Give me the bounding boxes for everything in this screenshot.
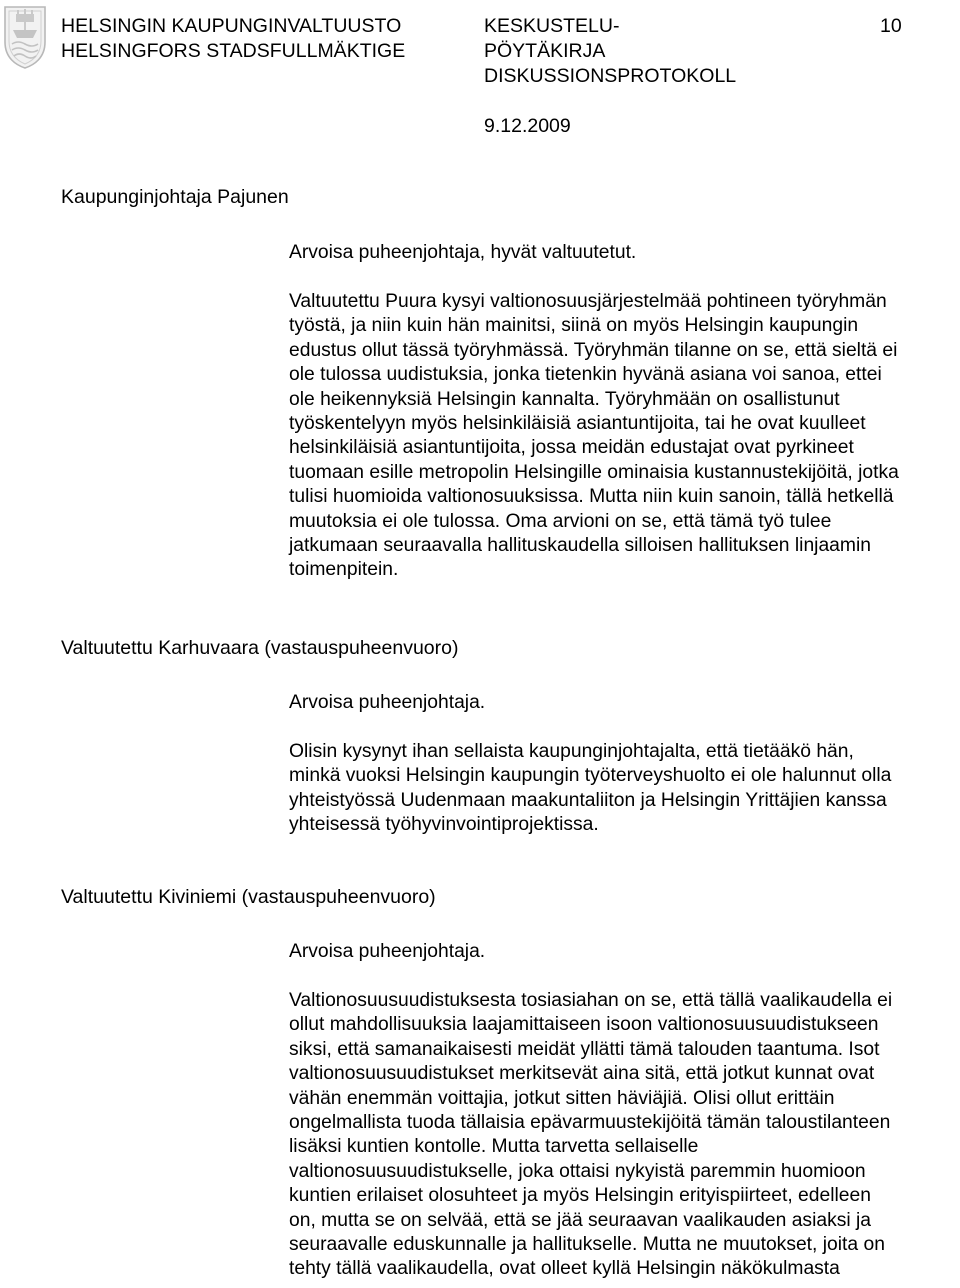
text-line: Valtionosuusuudistuksesta tosiasiahan on se, että tällä vaalikaudella ei — [289, 990, 893, 1011]
text-line: minkä vuoksi Helsingin kaupungin työterveyshuolto ei ole halunnut olla — [289, 765, 892, 787]
text-line: kuntien erilaiset olosuhteet ja myös Helsingin erityispiirteet, edelleen — [289, 1185, 871, 1207]
speaker-name: Valtuutettu Kiviniemi (vastauspuheenvuoro) — [61, 886, 436, 908]
document-type-line-2: PÖYTÄKIRJA — [484, 40, 606, 62]
text-line: seuraavalle eduskunnalle ja hallitukselle. Mutta ne muutokset, joita on — [289, 1234, 885, 1256]
speech-greeting: Arvoisa puheenjohtaja, hyvät valtuutetut. — [289, 242, 637, 263]
organization-name — [61, 14, 405, 64]
text-line: valtionosuusuudistukset merkitsevät aina sitä, että jotkut kunnat ovat — [289, 1063, 875, 1085]
page-number: 10 — [880, 15, 902, 37]
text-line: ollut mahdollisuuksia laajamittaiseen isoon valtionosuusuudistukseen — [289, 1014, 879, 1036]
speech-greeting: Arvoisa puheenjohtaja. — [289, 941, 486, 962]
document-type-line-3: DISKUSSIONSPROTOKOLL — [484, 65, 737, 87]
speech-body — [289, 989, 960, 1282]
speaker-name: Valtuutettu Karhuvaara (vastauspuheenvuoro) — [61, 637, 459, 659]
text-line: ole tulossa uudistuksia, jonka tietenkin hyvänä asiana voi sanoa, ettei — [289, 364, 882, 386]
text-line: työstä, ja niin kuin hän mainitsi, siinä on myös Helsingin kaupungin — [289, 315, 859, 337]
text-line: edustus ollut tässä työryhmässä. Työryhmän tilanne on se, että sieltä ei — [289, 339, 898, 361]
document-type — [484, 14, 736, 89]
document-type-line-1: KESKUSTELU- — [484, 15, 620, 37]
speech-body — [289, 740, 960, 838]
text-line: lisäksi kuntien kontolle. Mutta tarvetta sellaiselle — [289, 1136, 699, 1158]
text-line: ole heikennyksiä Helsingin kannalta. Työryhmään on osallistunut — [289, 388, 840, 410]
text-line: siksi, että samanaikaisesti meidät yllätti tämä talouden taantuma. Isot — [289, 1038, 880, 1060]
helsinki-crest-icon — [2, 4, 48, 70]
text-line: Valtuutettu Puura kysyi valtionosuusjärjestelmää pohtineen työryhmän — [289, 291, 887, 312]
text-line: tulisi huomioida valtionosuuksissa. Mutta niin kuin sanoin, tällä hetkellä — [289, 486, 894, 508]
text-line: yhteisessä työhyvinvointiprojektissa. — [289, 814, 599, 836]
speaker-name: Kaupunginjohtaja Pajunen — [61, 186, 289, 208]
text-line: Olisin kysynyt ihan sellaista kaupunginjohtajalta, että tietääkö hän, — [289, 741, 854, 762]
text-line: yhteistyössä Uudenmaan maakuntaliiton ja Helsingin Yrittäjien kanssa — [289, 789, 887, 811]
text-line: tehty tällä vaalikaudella, ovat olleet kyllä Helsingin näkökulmasta — [289, 1258, 840, 1280]
text-line: tuomaan esille metropolin Helsingille ominaisia kustannustekijöitä, jotka — [289, 461, 899, 483]
text-line: muutoksia ei ole tulossa. Oma arvioni on se, että tämä työ tulee — [289, 510, 832, 532]
speech-body — [289, 290, 960, 583]
text-line: jatkumaan seuraavalla hallituskaudella silloisen hallituksen linjaamin — [289, 535, 871, 557]
text-line: vähän enemmän voittajia, jotkut sitten häviäjiä. Olisi ollut erittäin — [289, 1087, 835, 1109]
text-line: ongelmallista tuoda tällaisia epävarmuustekijöitä tämän taloustilanteen — [289, 1112, 891, 1134]
text-line: on, mutta se on selvää, että se jää seuraavan vaalikauden asiaksi ja — [289, 1209, 872, 1231]
text-line: työskentelyyn myös helsinkiläisiä asiantuntijoita, tai he ovat kuulleet — [289, 413, 866, 435]
organization-name-sv: HELSINGFORS STADSFULLMÄKTIGE — [61, 40, 406, 62]
text-line: valtionosuusuudistukselle, joka ottaisi nykyistä paremmin huomioon — [289, 1160, 866, 1182]
speech-greeting: Arvoisa puheenjohtaja. — [289, 692, 486, 713]
text-line: toimenpitein. — [289, 559, 399, 581]
document-date: 9.12.2009 — [484, 115, 571, 137]
text-line: helsinkiläisiä asiantuntijoita, jossa meidän edustajat ovat pyrkineet — [289, 437, 854, 459]
organization-name-fi: HELSINGIN KAUPUNGINVALTUUSTO — [61, 15, 402, 37]
